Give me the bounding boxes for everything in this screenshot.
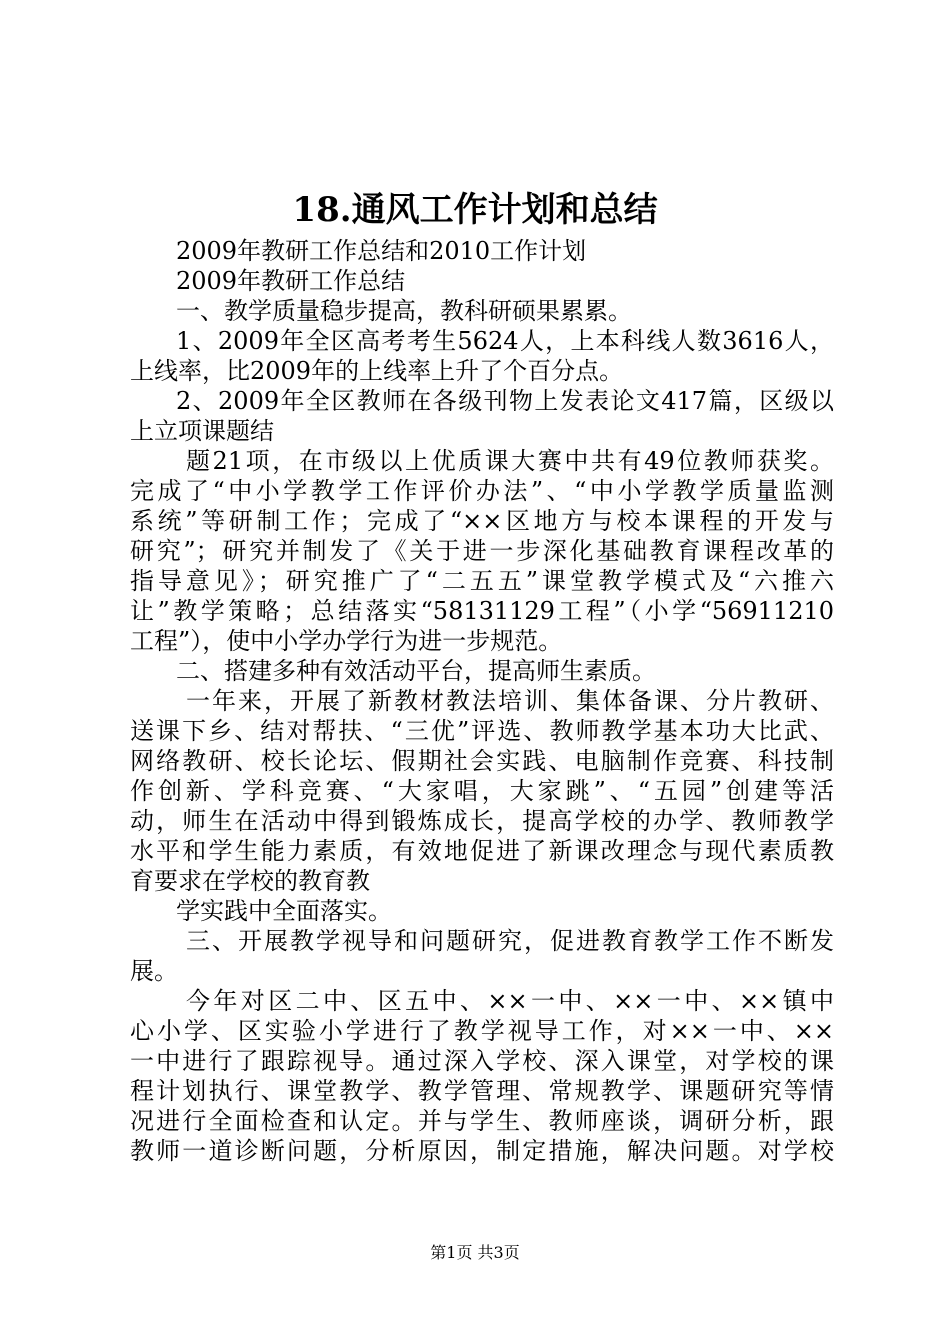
paragraph-line: 1、2009年全区高考考生5624人，上本科线人数3616人， [176,327,834,355]
paragraph-line: 2009年教研工作总结 [176,267,406,295]
paragraph-line: 上线率，比2009年的上线率上升了个百分点。 [130,357,624,385]
paragraph-line: 指导意见》；研究推广了“二五五”课堂教学模式及“六推六 [130,567,834,595]
paragraph-line: 送课下乡、结对帮扶、“三优”评选、教师教学基本功大比武、 [130,717,834,745]
paragraph-line: 2009年教研工作总结和2010工作计划 [176,237,587,265]
paragraph-line: 网络教研、校长论坛、假期社会实践、电脑制作竞赛、科技制 [130,747,834,775]
document-title: 18.通风工作计划和总结 [292,190,658,230]
paragraph-line: 动，师生在活动中得到锻炼成长，提高学校的办学、教师教学 [130,807,834,835]
paragraph-line: 二、搭建多种有效活动平台，提高师生素质。 [176,657,656,685]
paragraph-line: 一年来，开展了新教材教法培训、集体备课、分片教研、 [186,687,834,715]
paragraph-line: 今年对区二中、区五中、××一中、××一中、××镇中 [186,987,834,1015]
paragraph-line: 水平和学生能力素质，有效地促进了新课改理念与现代素质教 [130,837,834,865]
paragraph-line: 作创新、学科竞赛、“大家唱，大家跳”、“五园”创建等活 [130,777,834,805]
paragraph-line: 一、教学质量稳步提高，教科研硕果累累。 [176,297,632,325]
paragraph-line: 展。 [130,957,178,985]
paragraph-line: 2、2009年全区教师在各级刊物上发表论文417篇，区级以 [176,387,834,415]
paragraph-line: 育要求在学校的教育教 [130,867,370,895]
paragraph-line: 心小学、区实验小学进行了教学视导工作，对××一中、×× [130,1017,834,1045]
paragraph-line: 系统”等研制工作；完成了“××区地方与校本课程的开发与 [130,507,834,535]
paragraph-line: 程计划执行、课堂教学、教学管理、常规教学、课题研究等情 [130,1077,834,1105]
paragraph-line: 工程”），使中小学办学行为进一步规范。 [130,627,563,655]
paragraph-line: 教师一道诊断问题，分析原因，制定措施，解决问题。对学校 [130,1137,834,1165]
paragraph-line: 三、开展教学视导和问题研究，促进教育教学工作不断发 [186,927,834,955]
paragraph-line: 一中进行了跟踪视导。通过深入学校、深入课堂，对学校的课 [130,1047,834,1075]
page-footer: 第1页 共3页 [430,1243,520,1262]
paragraph-line: 完成了“中小学教学工作评价办法”、“中小学教学质量监测 [130,477,834,505]
paragraph-line: 题21项，在市级以上优质课大赛中共有49位教师获奖。 [186,447,834,475]
document-body [130,236,834,1166]
paragraph-line: 研究”；研究并制发了《关于进一步深化基础教育课程改革的 [130,537,834,565]
paragraph-line: 让”教学策略；总结落实“58131129工程”（小学“56911210 [130,597,834,625]
paragraph-line: 学实践中全面落实。 [176,897,392,925]
paragraph-line: 况进行全面检查和认定。并与学生、教师座谈，调研分析，跟 [130,1107,834,1135]
paragraph-line: 上立项课题结 [130,417,274,445]
